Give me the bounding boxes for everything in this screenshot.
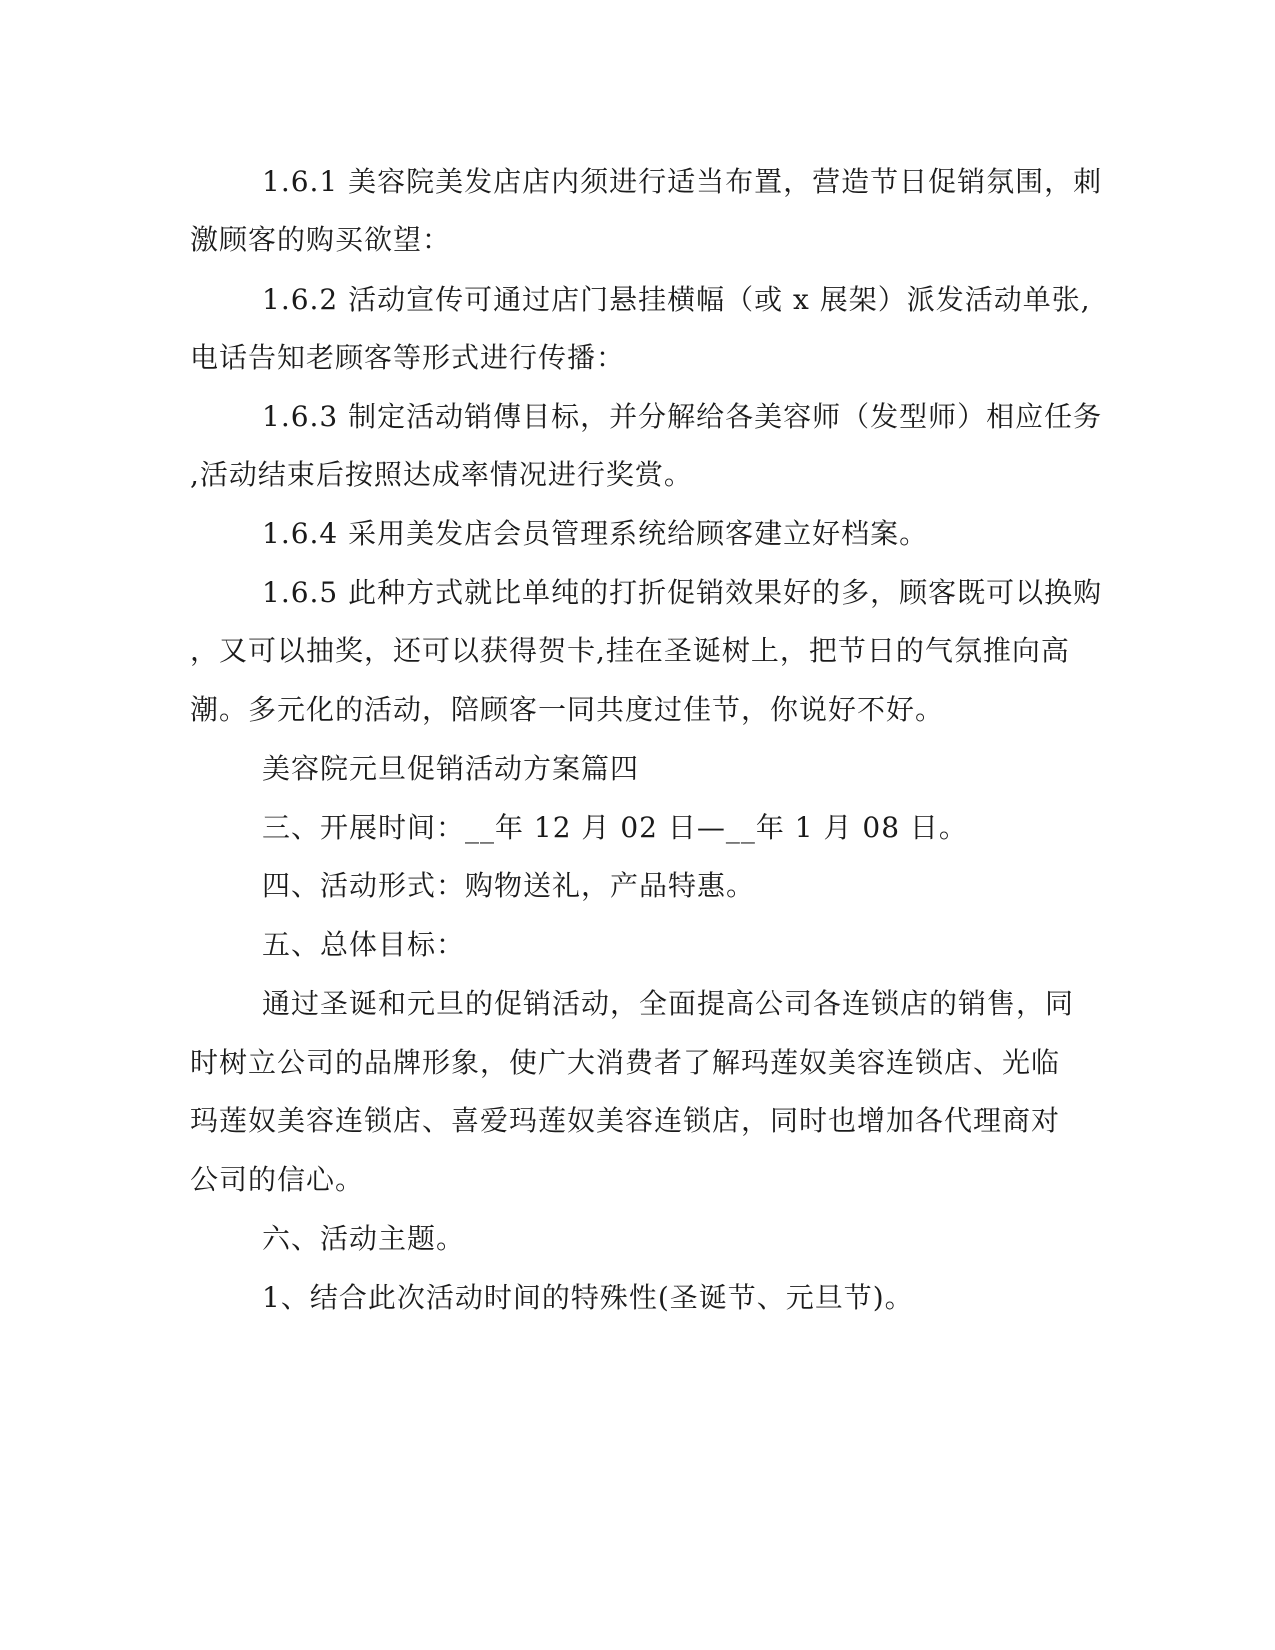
item-six-theme-heading: 六、活动主题。 [262,1222,466,1255]
item-three-schedule: 三、开展时间：__年 12 月 02 日—__年 1 月 08 日。 [262,811,968,844]
paragraph-1-6-1-line-2: 激顾客的购买欲望： [190,223,452,256]
item-five-goal-heading: 五、总体目标： [262,928,466,961]
item-four-format: 四、活动形式：购物送礼，产品特惠。 [262,869,756,902]
paragraph-1-6-5-line-1: 1.6.5 此种方式就比单纯的打折促销效果好的多，顾客既可以换购 [262,576,1103,609]
paragraph-1-6-3-line-2: ,活动结束后按照达成率情况进行奖赏。 [190,458,693,491]
theme-point-1: 1、结合此次活动时间的特殊性(圣诞节、元旦节)。 [262,1281,914,1314]
paragraph-1-6-2-line-2: 电话告知老顾客等形式进行传播： [190,341,626,374]
goal-paragraph-line-4: 公司的信心。 [190,1163,365,1196]
paragraph-1-6-2-line-1: 1.6.2 活动宣传可通过店门悬挂横幅（或 x 展架）派发活动单张, [262,283,1091,316]
goal-paragraph-line-1: 通过圣诞和元旦的促销活动，全面提高公司各连锁店的销售，同 [262,987,1075,1020]
paragraph-1-6-4: 1.6.4 采用美发店会员管理系统给顾客建立好档案。 [262,517,929,550]
goal-paragraph-line-2: 时树立公司的品牌形象，使广大消费者了解玛莲奴美容连锁店、光临 [190,1046,1061,1079]
paragraph-1-6-3-line-1: 1.6.3 制定活动销傳目标，并分解给各美容师（发型师）相应任务 [262,400,1103,433]
goal-paragraph-line-3: 玛莲奴美容连锁店、喜爱玛莲奴美容连锁店，同时也增加各代理商对 [190,1104,1061,1137]
paragraph-1-6-5-line-2: ，又可以抽奖，还可以获得贺卡,挂在圣诞树上，把节日的气氛推向高 [190,634,1070,667]
section-heading-part-four: 美容院元旦促销活动方案篇四 [262,752,640,785]
paragraph-1-6-5-line-3: 潮。多元化的活动，陪顾客一同共度过佳节，你说好不好。 [190,693,945,726]
paragraph-1-6-1-line-1: 1.6.1 美容院美发店店内须进行适当布置，营造节日促销氛围，刺 [262,165,1103,198]
